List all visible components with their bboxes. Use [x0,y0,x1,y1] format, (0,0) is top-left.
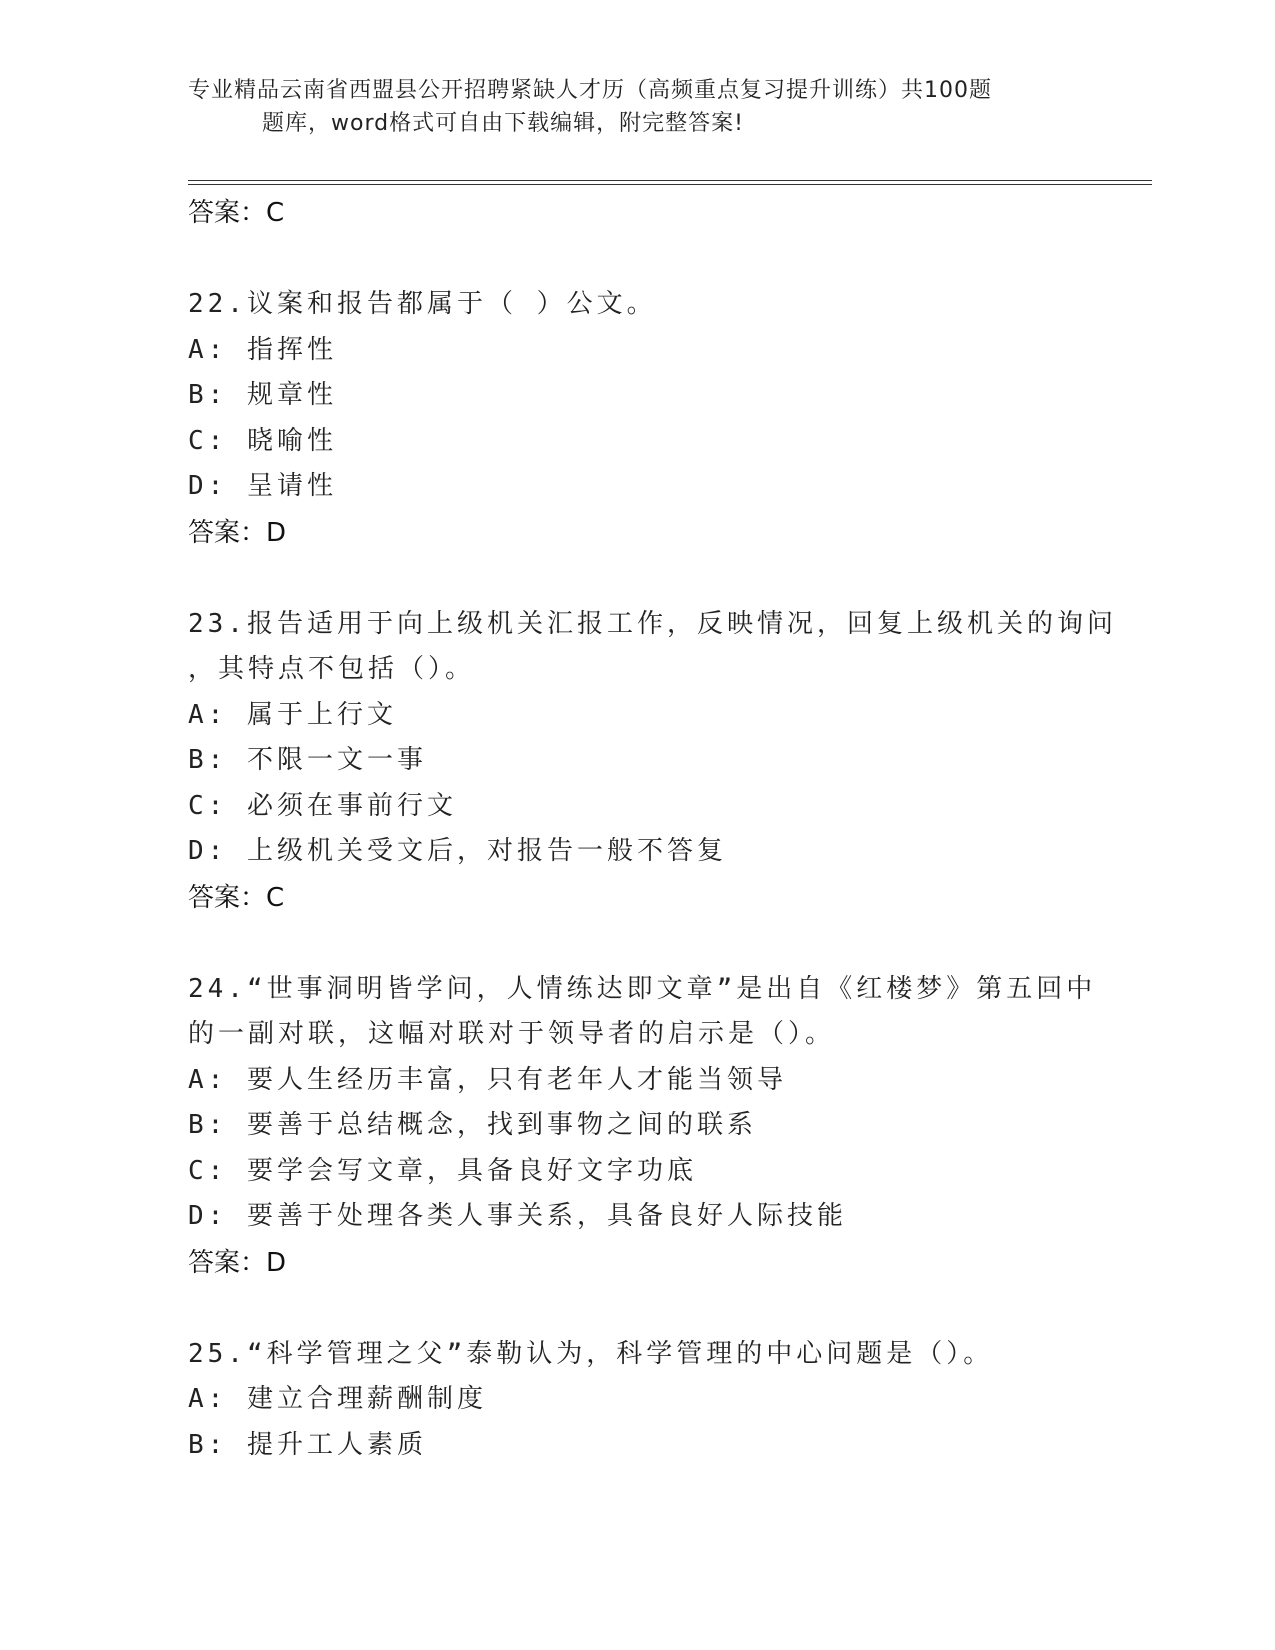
option-d: D: 要善于处理各类人事关系，具备良好人际技能 [188,1201,847,1231]
option-c: C: 必须在事前行文 [188,790,457,821]
option-d: D: 上级机关受文后，对报告一般不答复 [188,836,727,866]
option-c: C: 要学会写文章，具备良好文字功底 [188,1155,697,1186]
answer-line: 答案：D [188,1247,287,1278]
question-25 [188,1332,1128,1469]
spacer [188,921,1128,967]
question-text: 22.议案和报告都属于（ ）公文。 [188,289,657,319]
question-list [188,190,1128,1468]
option-b: B: 要善于总结概念，找到事物之间的联系 [188,1110,757,1140]
option-b: B: 提升工人素质 [188,1429,427,1460]
question-text-continued: ，其特点不包括（）。 [188,654,476,684]
question-24 [188,967,1128,1332]
header-title-line-2: 题库，word格式可自由下载编辑，附完整答案! [262,111,744,136]
option-b: B: 不限一文一事 [188,745,427,775]
question-text: 23.报告适用于向上级机关汇报工作，反映情况，回复上级机关的询问 [188,608,1117,639]
option-c: C: 晓喻性 [188,425,337,456]
spacer [188,1286,1128,1332]
option-b: B: 规章性 [188,380,337,410]
option-a: A: 属于上行文 [188,699,397,730]
question-text: 24.“世事洞明皆学问，人情练达即文章”是出自《红楼梦》第五回中 [188,973,1097,1004]
spacer [188,556,1128,602]
option-a: A: 指挥性 [188,334,337,365]
header-divider-top [188,180,1152,181]
answer-line: 答案：C [188,198,285,228]
question-22 [188,282,1128,602]
option-d: D: 呈请性 [188,471,337,501]
header-title-line-1: 专业精品云南省西盟县公开招聘紧缺人才历（高频重点复习提升训练）共100题 [188,78,992,103]
page-header [188,74,1088,140]
option-a: A: 建立合理薪酬制度 [188,1384,487,1414]
question-text-continued: 的一副对联，这幅对联对于领导者的启示是（）。 [188,1019,836,1049]
option-a: A: 要人生经历丰富，只有老年人才能当领导 [188,1064,787,1095]
answer-line: 答案：C [188,882,285,913]
spacer [188,236,1128,282]
header-divider-bottom [188,184,1152,185]
question-text: 25.“科学管理之父”泰勒认为，科学管理的中心问题是（）。 [188,1338,994,1369]
answer-line: 答案：D [188,517,287,548]
question-23 [188,602,1128,967]
